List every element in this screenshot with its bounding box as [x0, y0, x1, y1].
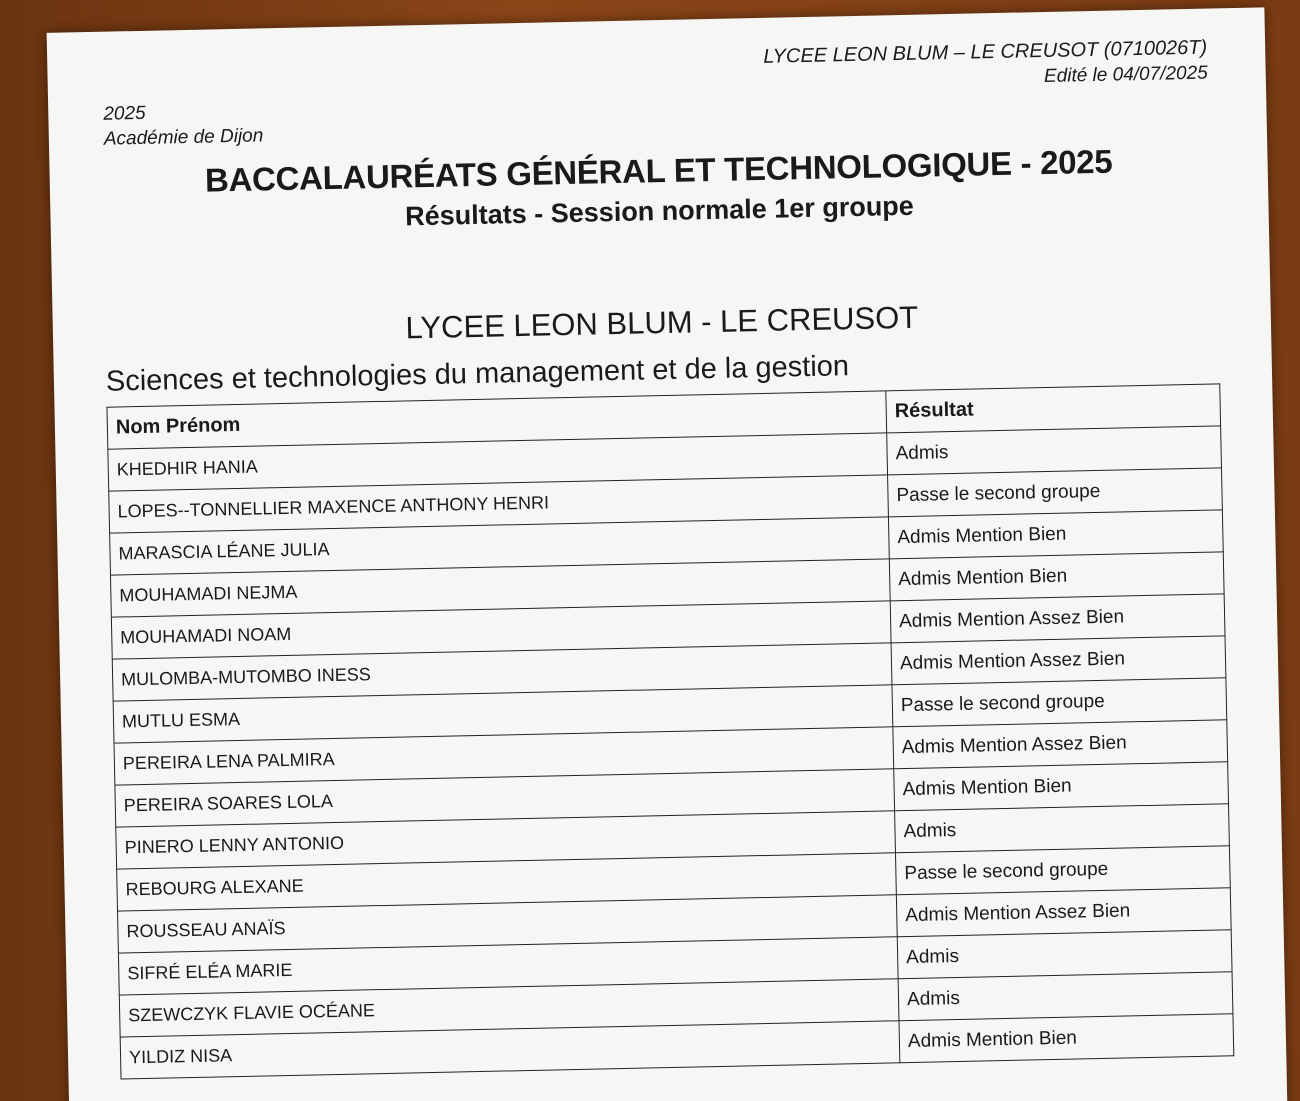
student-name: SZEWCZYK FLAVIE OCÉANE	[119, 979, 899, 1037]
document-title: BACCALAURÉATS GÉNÉRAL ET TECHNOLOGIQUE - 2025	[204, 142, 1113, 199]
column-header-name: Nom Prénom	[107, 391, 887, 449]
student-result: Admis Mention Assez Bien	[896, 888, 1231, 937]
student-result: Admis	[898, 972, 1233, 1021]
results-sheet	[47, 7, 1288, 1101]
student-result: Passe le second groupe	[895, 846, 1230, 895]
student-result: Admis Mention Assez Bien	[891, 636, 1226, 685]
student-name: KHEDHIR HANIA	[108, 433, 888, 491]
student-result: Admis Mention Bien	[889, 552, 1224, 601]
school-name: LYCEE LEON BLUM - LE CREUSOT	[405, 299, 919, 346]
edited-date: Edité le 04/07/2025	[1043, 62, 1208, 87]
student-name: MULOMBA-MUTOMBO INESS	[112, 643, 892, 701]
student-result: Admis	[895, 804, 1230, 853]
column-header-result: Résultat	[886, 384, 1221, 433]
student-name: YILDIZ NISA	[120, 1021, 900, 1079]
student-name: MARASCIA LÉANE JULIA	[110, 517, 890, 575]
student-result: Admis Mention Assez Bien	[893, 720, 1228, 769]
student-name: LOPES--TONNELLIER MAXENCE ANTHONY HENRI	[109, 475, 889, 533]
student-result: Admis	[887, 426, 1222, 475]
session-year: 2025	[103, 102, 146, 125]
filiere-name: Sciences et technologies du management et de la gestion	[105, 350, 850, 398]
header-right	[763, 35, 1208, 96]
student-name: SIFRÉ ELÉA MARIE	[118, 937, 898, 995]
student-result: Passe le second groupe	[888, 468, 1223, 517]
establishment-line: LYCEE LEON BLUM – LE CREUSOT (0710026T)	[763, 36, 1208, 68]
student-name: MOUHAMADI NEJMA	[110, 559, 890, 617]
student-name: PEREIRA LENA PALMIRA	[114, 727, 894, 785]
student-name: PEREIRA SOARES LOLA	[115, 769, 895, 827]
document-subtitle: Résultats - Session normale 1er groupe	[404, 190, 915, 232]
student-name: REBOURG ALEXANE	[117, 853, 897, 911]
student-result: Admis Mention Assez Bien	[890, 594, 1225, 643]
student-name: MOUHAMADI NOAM	[111, 601, 891, 659]
student-name: ROUSSEAU ANAÏS	[118, 895, 898, 953]
student-result: Admis Mention Bien	[888, 510, 1223, 559]
results-table	[106, 383, 1234, 1079]
student-result: Admis Mention Bien	[899, 1014, 1234, 1063]
student-name: MUTLU ESMA	[113, 685, 893, 743]
student-result: Admis	[897, 930, 1232, 979]
academy-name: Académie de Dijon	[103, 125, 264, 150]
header-left	[103, 98, 263, 151]
student-result: Admis Mention Bien	[894, 762, 1229, 811]
student-result: Passe le second groupe	[892, 678, 1227, 727]
student-name: PINERO LENNY ANTONIO	[116, 811, 896, 869]
